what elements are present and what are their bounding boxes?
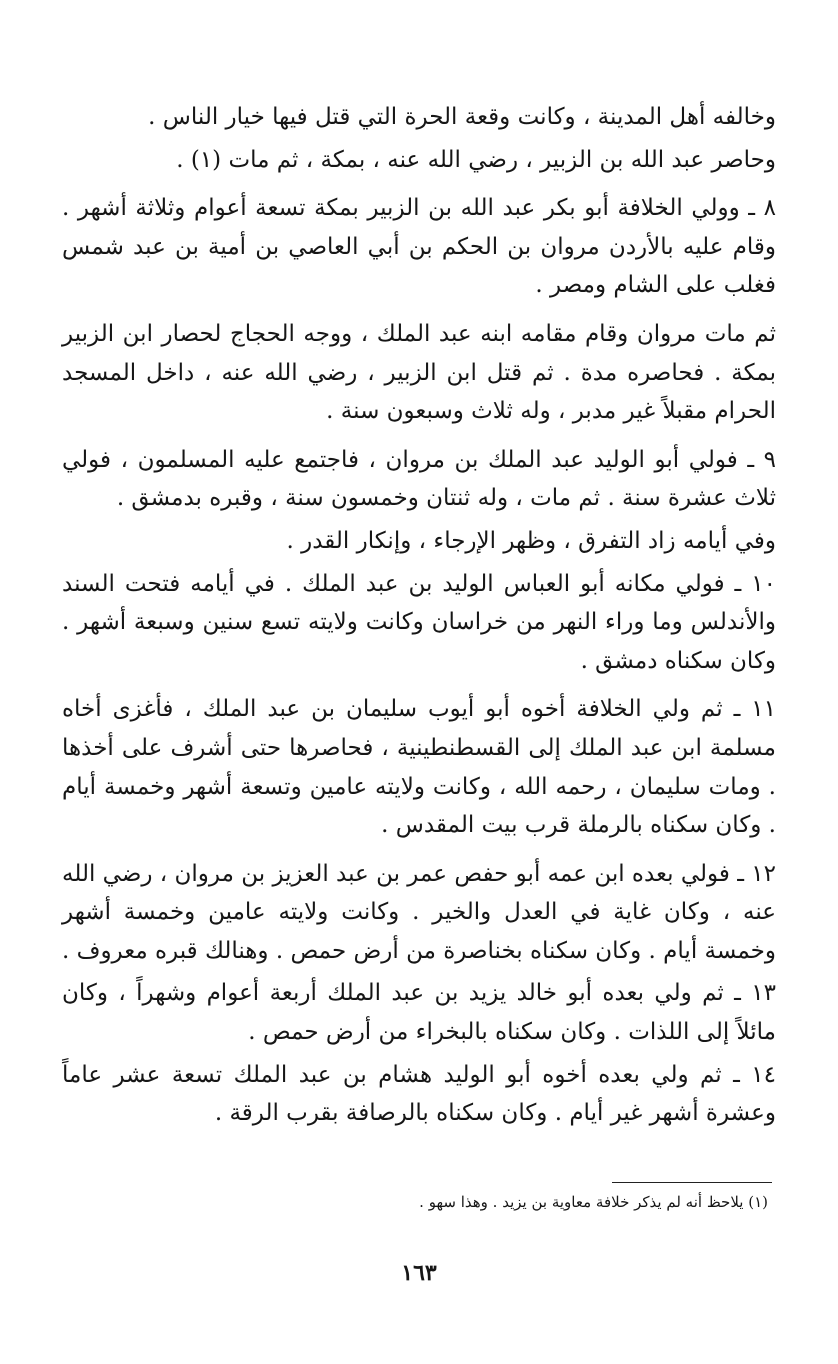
paragraph: ٩ ـ فولي أبو الوليد عبد الملك بن مروان ، فاجتمع عليه المسلمون ، فولي ثلاث عشرة سنة . ثم مات ، وله ثنتان وخمسون سنة ، وقبره بدمشق . [62, 446, 776, 512]
paragraph: ١١ ـ ثم ولي الخلافة أخوه أبو أيوب سليمان بن عبد الملك ، فأغزى أخاه مسلمة ابن عبد الملك إلى القسطنطينية ، فحاصرها حتى أشرف على أخذها . ومات سليمان ، رحمه الله ، وكانت ولايته عامين وتسعة أشهر وخمسة أيام . وكان سكناه بالرملة قرب بيت المقدس . [62, 696, 776, 839]
paragraph: ٨ ـ وولي الخلافة أبو بكر عبد الله بن الزبير بمكة تسعة أعوام وثلاثة أشهر . وقام عليه بالأردن مروان بن الحكم بن أبي العاصي بن أمية بن عبد شمس فغلب على الشام ومصر . [62, 195, 776, 299]
paragraph: ١٢ ـ فولي بعده ابن عمه أبو حفص عمر بن عبد العزيز بن مروان ، رضي الله عنه ، وكان غاية في العدل والخير . وكانت ولايته عامين وخمسة أشهر وخمسة أيام . وكان سكناه بخناصرة من أرض حمص . وهنالك قبره معروف . [61, 860, 776, 964]
body-text [62, 98, 776, 1143]
paragraph: وخالفه أهل المدينة ، وكانت وقعة الحرة التي قتل فيها خيار الناس . [148, 104, 776, 130]
footnote-divider [612, 1182, 772, 1183]
paragraph: وحاصر عبد الله بن الزبير ، رضي الله عنه ، بمكة ، ثم مات (١) . [176, 146, 776, 173]
paragraph: ١٣ ـ ثم ولي بعده أبو خالد يزيد بن عبد الملك أربعة أعوام وشهراً ، وكان مائلاً إلى اللذات . وكان سكناه بالبخراء من أرض حمص . [62, 980, 776, 1046]
paragraph: ١٠ ـ فولي مكانه أبو العباس الوليد بن عبد الملك . في أيامه فتحت السند والأندلس وما وراء النهر من خراسان وكانت ولايته تسع سنين وسبعة أشهر . وكان سكناه دمشق . [62, 570, 776, 674]
paragraph: ثم مات مروان وقام مقامه ابنه عبد الملك ، ووجه الحجاج لحصار ابن الزبير بمكة . فحاصره مدة . ثم قتل ابن الزبير ، رضي الله عنه ، داخل المسجد الحرام مقبلاً غير مدبر ، وله ثلاث وسبعون سنة . [62, 320, 776, 425]
paragraph: وفي أيامه زاد التفرق ، وظهر الإرجاء ، وإنكار القدر . [286, 527, 776, 554]
page-number: ١٦٣ [401, 1260, 437, 1286]
footnote: (١) يلاحظ أنه لم يذكر خلافة معاوية بن يزيد . وهذا سهو . [419, 1193, 768, 1211]
paragraph: ١٤ ـ ثم ولي بعده أخوه أبو الوليد هشام بن عبد الملك تسعة عشر عاماً وعشرة أشهر غير أيام . وكان سكناه بالرصافة بقرب الرقة . [62, 1061, 776, 1127]
